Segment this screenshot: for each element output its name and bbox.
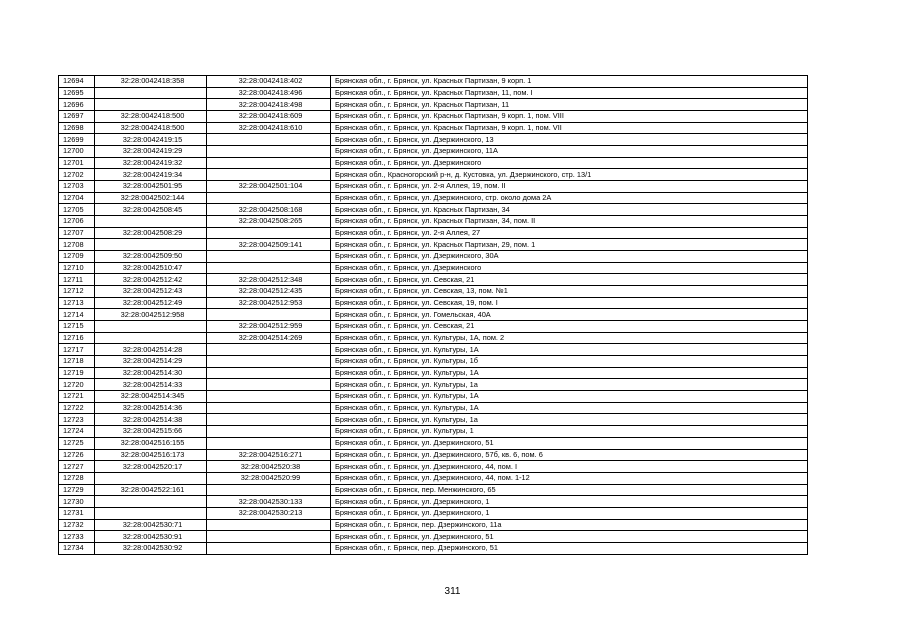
row-number-cell: 12712 (59, 286, 95, 298)
address-cell: Брянская обл., г. Брянск, ул. Культуры, 1А, пом. 2 (331, 332, 808, 344)
table-row (59, 507, 808, 519)
row-number-cell: 12697 (59, 111, 95, 123)
cadastral-number-cell: 32:28:0042502:144 (95, 192, 207, 204)
table-row (59, 426, 808, 438)
cadastral-number-cell: 32:28:0042514:30 (95, 367, 207, 379)
object-cadastral-number-cell (207, 146, 331, 158)
address-cell: Брянская обл., г. Брянск, ул. Культуры, 1А (331, 344, 808, 356)
table-row (59, 542, 808, 554)
row-number-cell: 12731 (59, 507, 95, 519)
row-number-cell: 12695 (59, 87, 95, 99)
table-row (59, 181, 808, 193)
table-row (59, 519, 808, 531)
row-number-cell: 12725 (59, 437, 95, 449)
row-number-cell: 12730 (59, 496, 95, 508)
row-number-cell: 12699 (59, 134, 95, 146)
cadastral-number-cell: 32:28:0042514:28 (95, 344, 207, 356)
table-row (59, 402, 808, 414)
row-number-cell: 12732 (59, 519, 95, 531)
address-cell: Брянская обл., г. Брянск, пер. Дзержинского, 11а (331, 519, 808, 531)
row-number-cell: 12709 (59, 251, 95, 263)
object-cadastral-number-cell (207, 426, 331, 438)
object-cadastral-number-cell: 32:28:0042516:271 (207, 449, 331, 461)
table-row (59, 157, 808, 169)
cadastral-number-cell (95, 87, 207, 99)
cadastral-number-cell (95, 99, 207, 111)
table-row (59, 87, 808, 99)
cadastral-number-cell: 32:28:0042419:15 (95, 134, 207, 146)
row-number-cell: 12698 (59, 122, 95, 134)
table-row (59, 111, 808, 123)
row-number-cell: 12715 (59, 321, 95, 333)
address-cell: Брянская обл., г. Брянск, ул. Культуры, 1А (331, 402, 808, 414)
cadastral-number-cell (95, 496, 207, 508)
row-number-cell: 12727 (59, 461, 95, 473)
row-number-cell: 12717 (59, 344, 95, 356)
table-row (59, 262, 808, 274)
address-cell: Брянская обл., г. Брянск, ул. Культуры, 1А (331, 367, 808, 379)
row-number-cell: 12704 (59, 192, 95, 204)
cadastral-number-cell: 32:28:0042418:500 (95, 111, 207, 123)
object-cadastral-number-cell: 32:28:0042514:269 (207, 332, 331, 344)
cadastral-number-cell: 32:28:0042509:50 (95, 251, 207, 263)
object-cadastral-number-cell (207, 157, 331, 169)
cadastral-number-cell: 32:28:0042515:66 (95, 426, 207, 438)
address-cell: Брянская обл., г. Брянск, ул. Дзержинского, 57б, кв. 6, пом. 6 (331, 449, 808, 461)
table-row (59, 531, 808, 543)
address-cell: Брянская обл., г. Брянск, ул. Дзержинского, стр. около дома 2А (331, 192, 808, 204)
address-cell: Брянская обл., г. Брянск, пер. Менжинского, 65 (331, 484, 808, 496)
cadastral-number-cell: 32:28:0042530:92 (95, 542, 207, 554)
object-cadastral-number-cell (207, 227, 331, 239)
cadastral-number-cell: 32:28:0042522:161 (95, 484, 207, 496)
table-row (59, 344, 808, 356)
address-cell: Брянская обл., г. Брянск, ул. Красных Партизан, 9 корп. 1, пом. VII (331, 122, 808, 134)
table-row (59, 437, 808, 449)
row-number-cell: 12700 (59, 146, 95, 158)
row-number-cell: 12729 (59, 484, 95, 496)
cadastral-number-cell: 32:28:0042514:36 (95, 402, 207, 414)
object-cadastral-number-cell: 32:28:0042520:99 (207, 472, 331, 484)
row-number-cell: 12701 (59, 157, 95, 169)
row-number-cell: 12702 (59, 169, 95, 181)
address-cell: Брянская обл., г. Брянск, ул. 2-я Аллея, 27 (331, 227, 808, 239)
object-cadastral-number-cell: 32:28:0042509:141 (207, 239, 331, 251)
table-row (59, 251, 808, 263)
cadastral-number-cell: 32:28:0042512:958 (95, 309, 207, 321)
row-number-cell: 12723 (59, 414, 95, 426)
address-cell: Брянская обл., г. Брянск, ул. Культуры, 1б (331, 356, 808, 368)
table-row (59, 134, 808, 146)
address-cell: Брянская обл., г. Брянск, ул. Культуры, 1А (331, 391, 808, 403)
object-cadastral-number-cell (207, 169, 331, 181)
cadastral-number-cell: 32:28:0042514:33 (95, 379, 207, 391)
object-cadastral-number-cell (207, 251, 331, 263)
row-number-cell: 12710 (59, 262, 95, 274)
table-row (59, 274, 808, 286)
address-cell: Брянская обл., г. Брянск, ул. Культуры, 1 (331, 426, 808, 438)
object-cadastral-number-cell (207, 192, 331, 204)
object-cadastral-number-cell: 32:28:0042418:610 (207, 122, 331, 134)
cadastral-number-cell: 32:28:0042512:42 (95, 274, 207, 286)
address-cell: Брянская обл., г. Брянск, ул. Дзержинского, 44, пом. 1-12 (331, 472, 808, 484)
row-number-cell: 12721 (59, 391, 95, 403)
table-row (59, 367, 808, 379)
cadastral-number-cell: 32:28:0042418:500 (95, 122, 207, 134)
object-cadastral-number-cell: 32:28:0042508:168 (207, 204, 331, 216)
cadastral-number-cell: 32:28:0042501:95 (95, 181, 207, 193)
table-row (59, 76, 808, 88)
table-row (59, 146, 808, 158)
row-number-cell: 12713 (59, 297, 95, 309)
cadastral-number-cell (95, 321, 207, 333)
table-row (59, 496, 808, 508)
address-cell: Брянская обл., г. Брянск, ул. Дзержинского, 30А (331, 251, 808, 263)
object-cadastral-number-cell (207, 414, 331, 426)
object-cadastral-number-cell: 32:28:0042530:213 (207, 507, 331, 519)
table-row (59, 356, 808, 368)
object-cadastral-number-cell (207, 519, 331, 531)
address-cell: Брянская обл., г. Брянск, ул. Культуры, 1а (331, 379, 808, 391)
object-cadastral-number-cell (207, 344, 331, 356)
row-number-cell: 12734 (59, 542, 95, 554)
cadastral-number-cell: 32:28:0042508:29 (95, 227, 207, 239)
address-cell: Брянская обл., г. Брянск, ул. Дзержинского, 11А (331, 146, 808, 158)
table-row (59, 461, 808, 473)
row-number-cell: 12728 (59, 472, 95, 484)
address-cell: Брянская обл., г. Брянск, ул. Севская, 19, пом. I (331, 297, 808, 309)
registry-table-body (59, 76, 808, 555)
row-number-cell: 12696 (59, 99, 95, 111)
row-number-cell: 12707 (59, 227, 95, 239)
cadastral-number-cell: 32:28:0042510:47 (95, 262, 207, 274)
address-cell: Брянская обл., г. Брянск, ул. Красных Партизан, 9 корп. 1 (331, 76, 808, 88)
object-cadastral-number-cell (207, 367, 331, 379)
address-cell: Брянская обл., г. Брянск, ул. Культуры, 1а (331, 414, 808, 426)
table-row (59, 227, 808, 239)
cadastral-number-cell: 32:28:0042530:71 (95, 519, 207, 531)
table-row (59, 216, 808, 228)
cadastral-number-cell: 32:28:0042514:345 (95, 391, 207, 403)
address-cell: Брянская обл., г. Брянск, ул. Красных Партизан, 11 (331, 99, 808, 111)
row-number-cell: 12708 (59, 239, 95, 251)
page-number: 311 (444, 586, 461, 597)
cadastral-number-cell: 32:28:0042514:38 (95, 414, 207, 426)
table-row (59, 472, 808, 484)
cadastral-number-cell: 32:28:0042512:49 (95, 297, 207, 309)
address-cell: Брянская обл., г. Брянск, ул. Севская, 21 (331, 274, 808, 286)
cadastral-number-cell: 32:28:0042418:358 (95, 76, 207, 88)
address-cell: Брянская обл., г. Брянск, ул. Дзержинского (331, 157, 808, 169)
row-number-cell: 12705 (59, 204, 95, 216)
cadastral-number-cell: 32:28:0042520:17 (95, 461, 207, 473)
cadastral-number-cell (95, 472, 207, 484)
registry-table (58, 75, 808, 555)
row-number-cell: 12733 (59, 531, 95, 543)
object-cadastral-number-cell: 32:28:0042418:402 (207, 76, 331, 88)
row-number-cell: 12726 (59, 449, 95, 461)
object-cadastral-number-cell: 32:28:0042512:959 (207, 321, 331, 333)
address-cell: Брянская обл., г. Брянск, ул. Севская, 21 (331, 321, 808, 333)
table-row (59, 169, 808, 181)
object-cadastral-number-cell: 32:28:0042418:498 (207, 99, 331, 111)
row-number-cell: 12718 (59, 356, 95, 368)
address-cell: Брянская обл., г. Брянск, пер. Дзержинского, 51 (331, 542, 808, 554)
object-cadastral-number-cell: 32:28:0042418:609 (207, 111, 331, 123)
address-cell: Брянская обл., г. Брянск, ул. Дзержинского, 51 (331, 437, 808, 449)
cadastral-number-cell: 32:28:0042419:32 (95, 157, 207, 169)
address-cell: Брянская обл., г. Брянск, ул. Севская, 13, пом. №1 (331, 286, 808, 298)
object-cadastral-number-cell (207, 402, 331, 414)
object-cadastral-number-cell: 32:28:0042418:496 (207, 87, 331, 99)
object-cadastral-number-cell (207, 309, 331, 321)
cadastral-number-cell (95, 332, 207, 344)
address-cell: Брянская обл., г. Брянск, ул. Дзержинского, 51 (331, 531, 808, 543)
cadastral-number-cell (95, 216, 207, 228)
cadastral-number-cell: 32:28:0042530:91 (95, 531, 207, 543)
table-row (59, 379, 808, 391)
address-cell: Брянская обл., г. Брянск, ул. Красных Партизан, 34 (331, 204, 808, 216)
address-cell: Брянская обл., г. Брянск, ул. Дзержинского (331, 262, 808, 274)
address-cell: Брянская обл., г. Брянск, ул. 2-я Аллея, 19, пом. II (331, 181, 808, 193)
address-cell: Брянская обл., г. Брянск, ул. Дзержинского, 13 (331, 134, 808, 146)
table-row (59, 332, 808, 344)
row-number-cell: 12720 (59, 379, 95, 391)
object-cadastral-number-cell: 32:28:0042508:265 (207, 216, 331, 228)
table-row (59, 122, 808, 134)
cadastral-number-cell: 32:28:0042508:45 (95, 204, 207, 216)
table-row (59, 99, 808, 111)
address-cell: Брянская обл., г. Брянск, ул. Красных Партизан, 29, пом. 1 (331, 239, 808, 251)
object-cadastral-number-cell (207, 134, 331, 146)
cadastral-number-cell: 32:28:0042516:173 (95, 449, 207, 461)
address-cell: Брянская обл., г. Брянск, ул. Красных Партизан, 34, пом. II (331, 216, 808, 228)
address-cell: Брянская обл., Красногорский р-н, д. Кустовка, ул. Дзержинского, стр. 13/1 (331, 169, 808, 181)
object-cadastral-number-cell: 32:28:0042530:133 (207, 496, 331, 508)
table-row (59, 297, 808, 309)
table-row (59, 449, 808, 461)
table-row (59, 192, 808, 204)
table-row (59, 484, 808, 496)
cadastral-number-cell: 32:28:0042419:29 (95, 146, 207, 158)
row-number-cell: 12724 (59, 426, 95, 438)
object-cadastral-number-cell (207, 542, 331, 554)
table-row (59, 391, 808, 403)
table-row (59, 321, 808, 333)
table-row (59, 286, 808, 298)
row-number-cell: 12706 (59, 216, 95, 228)
row-number-cell: 12711 (59, 274, 95, 286)
address-cell: Брянская обл., г. Брянск, ул. Дзержинского, 1 (331, 496, 808, 508)
table-row (59, 239, 808, 251)
table-row (59, 309, 808, 321)
table-row (59, 204, 808, 216)
object-cadastral-number-cell: 32:28:0042512:953 (207, 297, 331, 309)
object-cadastral-number-cell (207, 262, 331, 274)
object-cadastral-number-cell (207, 391, 331, 403)
address-cell: Брянская обл., г. Брянск, ул. Красных Партизан, 11, пом. I (331, 87, 808, 99)
object-cadastral-number-cell: 32:28:0042512:435 (207, 286, 331, 298)
object-cadastral-number-cell (207, 531, 331, 543)
row-number-cell: 12714 (59, 309, 95, 321)
cadastral-number-cell (95, 239, 207, 251)
object-cadastral-number-cell (207, 437, 331, 449)
row-number-cell: 12694 (59, 76, 95, 88)
object-cadastral-number-cell (207, 484, 331, 496)
cadastral-number-cell: 32:28:0042516:155 (95, 437, 207, 449)
address-cell: Брянская обл., г. Брянск, ул. Красных Партизан, 9 корп. 1, пом. VIII (331, 111, 808, 123)
object-cadastral-number-cell (207, 356, 331, 368)
row-number-cell: 12716 (59, 332, 95, 344)
row-number-cell: 12703 (59, 181, 95, 193)
table-row (59, 414, 808, 426)
row-number-cell: 12722 (59, 402, 95, 414)
cadastral-number-cell (95, 507, 207, 519)
cadastral-number-cell: 32:28:0042514:29 (95, 356, 207, 368)
object-cadastral-number-cell (207, 379, 331, 391)
object-cadastral-number-cell: 32:28:0042512:348 (207, 274, 331, 286)
row-number-cell: 12719 (59, 367, 95, 379)
address-cell: Брянская обл., г. Брянск, ул. Гомельская, 40А (331, 309, 808, 321)
address-cell: Брянская обл., г. Брянск, ул. Дзержинского, 1 (331, 507, 808, 519)
cadastral-number-cell: 32:28:0042419:34 (95, 169, 207, 181)
address-cell: Брянская обл., г. Брянск, ул. Дзержинского, 44, пом. I (331, 461, 808, 473)
object-cadastral-number-cell: 32:28:0042501:104 (207, 181, 331, 193)
cadastral-number-cell: 32:28:0042512:43 (95, 286, 207, 298)
object-cadastral-number-cell: 32:28:0042520:38 (207, 461, 331, 473)
